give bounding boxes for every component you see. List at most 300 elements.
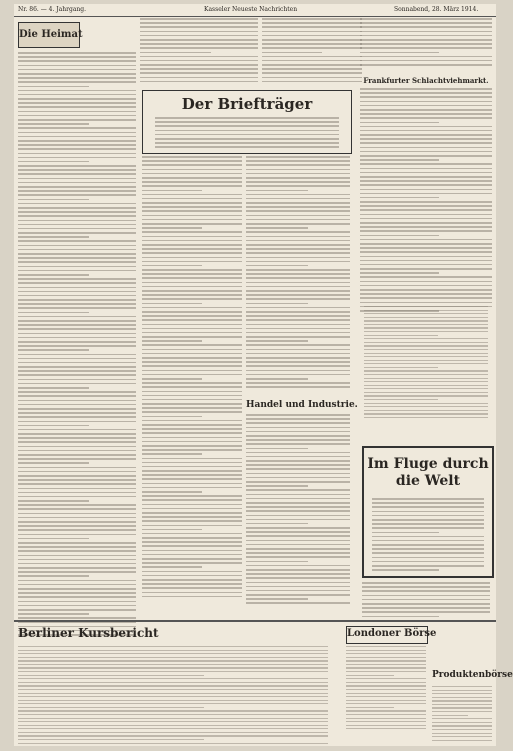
text-line <box>140 39 258 41</box>
text-line <box>18 739 204 740</box>
text-line <box>18 400 136 402</box>
text-line <box>360 138 492 140</box>
text-line <box>18 521 136 523</box>
text-line <box>360 218 492 220</box>
text-line <box>142 324 242 326</box>
text-line <box>18 370 136 372</box>
text-line <box>142 550 242 552</box>
text-line <box>18 379 136 381</box>
text-line <box>360 60 492 62</box>
text-line <box>18 215 136 217</box>
text-line <box>246 319 350 321</box>
text-line <box>142 583 242 585</box>
text-line <box>364 360 488 361</box>
newspaper-name: Kasseler Neueste Nachrichten <box>204 6 298 13</box>
text-line <box>246 227 308 229</box>
text-line <box>372 552 484 554</box>
text-line <box>246 378 308 380</box>
text-line <box>364 345 488 346</box>
text-line <box>18 517 136 519</box>
text-line <box>18 500 89 502</box>
text-line <box>18 52 136 54</box>
section-divider <box>14 620 496 622</box>
text-line <box>432 740 492 741</box>
text-line <box>142 537 242 539</box>
text-line <box>18 115 136 117</box>
text-line <box>246 590 350 592</box>
text-line <box>18 320 136 322</box>
text-line <box>18 345 136 347</box>
text-line <box>142 453 202 455</box>
text-line <box>18 508 136 510</box>
text-line <box>18 220 136 222</box>
issue-number: Nr. 86. — 4. Jahrgang. <box>18 6 87 13</box>
text-line <box>142 370 242 372</box>
text-line <box>262 22 362 24</box>
text-line <box>142 437 242 439</box>
text-line <box>18 689 328 690</box>
text-line <box>246 552 350 554</box>
text-line <box>364 327 488 328</box>
text-line <box>246 156 350 158</box>
text-line <box>140 64 258 66</box>
brieftraeger-title: Der Briefträger <box>181 95 313 113</box>
text-line <box>246 194 350 196</box>
text-line <box>18 613 89 615</box>
text-line <box>18 316 136 318</box>
text-line <box>142 516 242 518</box>
text-line <box>246 357 350 359</box>
text-line <box>140 31 258 33</box>
text-line <box>18 721 328 722</box>
text-line <box>246 598 308 600</box>
text-line <box>364 392 488 393</box>
text-line <box>246 427 350 429</box>
text-line <box>18 475 136 477</box>
text-line <box>364 388 488 389</box>
text-line <box>246 565 350 567</box>
text-line <box>432 686 492 687</box>
text-line <box>18 253 136 255</box>
text-line <box>364 385 488 386</box>
text-line <box>142 336 242 338</box>
text-line <box>18 245 136 247</box>
text-line <box>18 622 136 624</box>
text-line <box>142 219 242 221</box>
text-line <box>364 378 488 379</box>
issue-date: Sonnabend, 28. März 1914. <box>394 6 479 13</box>
text-line <box>142 424 242 426</box>
text-line <box>142 365 242 367</box>
text-line <box>432 690 492 691</box>
text-line <box>432 722 492 723</box>
text-line <box>18 433 136 435</box>
text-line <box>360 193 492 195</box>
text-line <box>360 268 492 270</box>
text-line <box>364 417 488 418</box>
kursbericht-table <box>18 646 328 746</box>
text-line <box>246 328 350 330</box>
text-line <box>142 290 242 292</box>
text-line <box>142 525 242 527</box>
text-line <box>360 31 492 33</box>
text-line <box>346 725 426 726</box>
text-line <box>18 667 328 668</box>
text-line <box>18 337 136 339</box>
text-line <box>360 276 492 278</box>
text-line <box>142 294 242 296</box>
text-line <box>432 693 492 694</box>
text-line <box>246 386 350 388</box>
text-line <box>432 733 492 734</box>
text-line <box>142 206 242 208</box>
text-line <box>246 303 308 305</box>
text-line <box>246 248 350 250</box>
text-line <box>246 252 350 254</box>
text-line <box>362 616 439 618</box>
text-line <box>142 411 242 413</box>
text-line <box>246 473 350 475</box>
text-line <box>140 18 258 20</box>
text-line <box>140 68 258 70</box>
text-line <box>18 660 328 661</box>
text-line <box>18 274 89 276</box>
text-line <box>140 43 258 45</box>
text-line <box>18 605 136 607</box>
text-line <box>142 190 202 192</box>
text-line <box>372 540 484 542</box>
text-line <box>360 209 492 211</box>
text-line <box>246 202 350 204</box>
text-line <box>360 43 492 45</box>
text-line <box>246 435 350 437</box>
text-line <box>364 310 488 311</box>
text-line <box>18 278 136 280</box>
text-line <box>262 39 362 41</box>
text-line <box>246 181 350 183</box>
text-line <box>18 693 328 694</box>
text-line <box>246 185 350 187</box>
text-line <box>18 559 136 561</box>
text-line <box>372 557 484 559</box>
text-line <box>140 26 258 28</box>
text-line <box>18 165 136 167</box>
text-line <box>18 161 89 163</box>
text-line <box>142 466 242 468</box>
text-line <box>18 383 136 385</box>
text-line <box>142 236 242 238</box>
text-line <box>364 317 488 318</box>
text-line <box>246 494 350 496</box>
text-line <box>364 381 488 382</box>
text-line <box>262 47 362 49</box>
text-line <box>362 582 490 584</box>
text-line <box>18 312 89 314</box>
text-line <box>18 127 136 129</box>
text-line <box>142 554 242 556</box>
text-line <box>246 177 350 179</box>
text-line <box>142 303 202 305</box>
text-line <box>142 579 242 581</box>
text-line <box>246 573 350 575</box>
text-line <box>246 219 350 221</box>
text-line <box>360 235 439 237</box>
text-line <box>142 416 202 418</box>
text-line <box>262 35 362 37</box>
text-line <box>346 689 426 690</box>
text-line <box>360 272 439 274</box>
text-line <box>372 498 484 500</box>
text-line <box>346 718 426 719</box>
text-line <box>18 194 136 196</box>
text-line <box>18 707 204 708</box>
text-line <box>246 349 350 351</box>
text-line <box>364 399 438 400</box>
schlachtvieh-title: Frankfurter Schlachtviehmarkt. <box>363 76 489 85</box>
text-line <box>18 391 136 393</box>
text-line <box>142 541 242 543</box>
text-line <box>246 273 350 275</box>
text-line <box>18 362 136 364</box>
text-line <box>246 164 350 166</box>
text-line <box>18 700 328 701</box>
text-line <box>362 607 490 609</box>
text-line <box>262 18 362 20</box>
text-line <box>18 718 328 719</box>
text-line <box>346 685 426 686</box>
text-line <box>346 660 426 661</box>
text-line <box>142 181 242 183</box>
text-line <box>142 349 242 351</box>
text-line <box>246 502 350 504</box>
text-line <box>142 261 242 263</box>
text-line <box>142 512 242 514</box>
text-line <box>18 412 136 414</box>
text-line <box>142 533 242 535</box>
text-line <box>18 580 136 582</box>
text-line <box>18 374 136 376</box>
text-line <box>246 468 350 470</box>
text-line <box>18 333 136 335</box>
text-line <box>18 471 136 473</box>
text-line <box>142 491 202 493</box>
text-line <box>18 467 136 469</box>
text-line <box>360 18 492 20</box>
text-line <box>432 736 492 737</box>
text-line <box>18 703 328 704</box>
text-line <box>18 354 136 356</box>
text-line <box>262 81 362 83</box>
text-line <box>142 265 202 267</box>
text-line <box>246 277 350 279</box>
text-line <box>364 410 488 411</box>
text-line <box>140 47 258 49</box>
text-line <box>142 445 242 447</box>
text-line <box>246 544 350 546</box>
text-line <box>246 510 350 512</box>
text-line <box>142 407 242 409</box>
text-line <box>432 725 492 726</box>
text-line <box>246 527 350 529</box>
text-line <box>246 298 350 300</box>
text-line <box>142 282 242 284</box>
text-line <box>246 365 350 367</box>
text-line <box>142 227 202 229</box>
text-line <box>18 479 136 481</box>
text-line <box>142 458 242 460</box>
text-line <box>18 609 136 611</box>
text-line <box>18 454 136 456</box>
text-line <box>142 319 242 321</box>
text-line <box>18 441 136 443</box>
text-line <box>364 353 488 354</box>
text-line <box>360 155 492 157</box>
text-line <box>140 60 258 62</box>
text-line <box>18 696 328 697</box>
text-line <box>18 178 136 180</box>
text-line <box>18 483 136 485</box>
text-line <box>246 477 350 479</box>
text-line <box>346 664 426 665</box>
text-line <box>18 657 328 658</box>
text-line <box>142 244 242 246</box>
text-line <box>142 286 242 288</box>
text-line <box>142 520 242 522</box>
text-line <box>142 529 202 531</box>
text-line <box>18 132 136 134</box>
text-line <box>18 232 136 234</box>
text-line <box>18 743 328 744</box>
text-line <box>346 657 426 658</box>
text-line <box>18 416 136 418</box>
text-line <box>246 418 350 420</box>
text-line <box>432 700 492 701</box>
column-2-text <box>140 18 258 85</box>
text-line <box>432 715 468 716</box>
text-line <box>18 685 328 686</box>
flug-advertisement <box>362 446 494 578</box>
text-line <box>140 52 211 54</box>
text-line <box>18 550 136 552</box>
text-line <box>18 153 136 155</box>
text-line <box>18 450 136 452</box>
text-line <box>372 523 484 525</box>
text-line <box>18 86 89 88</box>
text-line <box>18 328 136 330</box>
text-line <box>246 240 350 242</box>
text-line <box>246 439 350 441</box>
text-line <box>18 140 136 142</box>
text-line <box>246 265 308 267</box>
text-line <box>360 230 492 232</box>
text-line <box>18 77 136 79</box>
text-line <box>18 303 136 305</box>
text-line <box>346 682 426 683</box>
text-line <box>142 164 242 166</box>
text-line <box>360 293 492 295</box>
text-line <box>262 77 362 79</box>
text-line <box>372 506 484 508</box>
text-line <box>364 403 488 404</box>
text-line <box>262 26 362 28</box>
text-line <box>346 671 426 672</box>
heimat-title: Die Heimat <box>19 29 83 40</box>
text-line <box>18 69 136 71</box>
text-line <box>246 485 308 487</box>
text-line <box>18 261 136 263</box>
text-line <box>142 215 242 217</box>
text-line <box>18 249 136 251</box>
text-line <box>372 511 484 513</box>
text-line <box>246 257 350 259</box>
text-line <box>18 102 136 104</box>
text-line <box>142 357 242 359</box>
text-line <box>372 532 439 534</box>
text-line <box>140 35 258 37</box>
produkten-heading <box>432 670 513 680</box>
text-line <box>246 282 350 284</box>
text-line <box>246 382 350 384</box>
text-line <box>360 147 492 149</box>
text-line <box>364 349 488 350</box>
column-3-body <box>246 156 350 396</box>
text-line <box>18 211 136 213</box>
page-header <box>14 4 496 17</box>
text-line <box>18 228 136 230</box>
text-line <box>246 340 308 342</box>
london-title: Londoner Börse <box>347 628 437 639</box>
text-line <box>140 56 258 58</box>
text-line <box>246 577 350 579</box>
text-line <box>18 60 136 62</box>
text-line <box>364 335 438 336</box>
column-1-text <box>18 52 159 640</box>
text-line <box>142 202 242 204</box>
text-line <box>142 483 242 485</box>
text-line <box>360 256 492 258</box>
text-line <box>346 675 394 676</box>
text-line <box>18 563 136 565</box>
text-line <box>360 168 492 170</box>
market-table <box>364 306 488 421</box>
text-line <box>142 495 242 497</box>
text-line <box>360 26 492 28</box>
text-line <box>18 728 328 729</box>
text-line <box>432 707 492 708</box>
text-line <box>372 565 484 567</box>
text-line <box>142 273 242 275</box>
text-line <box>360 113 492 115</box>
text-line <box>18 488 136 490</box>
text-line <box>372 561 484 563</box>
text-line <box>246 548 350 550</box>
text-line <box>364 320 488 321</box>
text-line <box>18 65 136 67</box>
text-line <box>360 239 492 241</box>
text-line <box>18 106 136 108</box>
text-line <box>360 105 492 107</box>
text-line <box>18 157 136 159</box>
text-line <box>360 172 492 174</box>
text-line <box>360 176 492 178</box>
text-line <box>246 236 350 238</box>
text-line <box>18 458 136 460</box>
text-line <box>364 342 488 343</box>
text-line <box>360 122 439 124</box>
text-line <box>262 60 362 62</box>
text-line <box>140 81 258 83</box>
text-line <box>142 344 242 346</box>
